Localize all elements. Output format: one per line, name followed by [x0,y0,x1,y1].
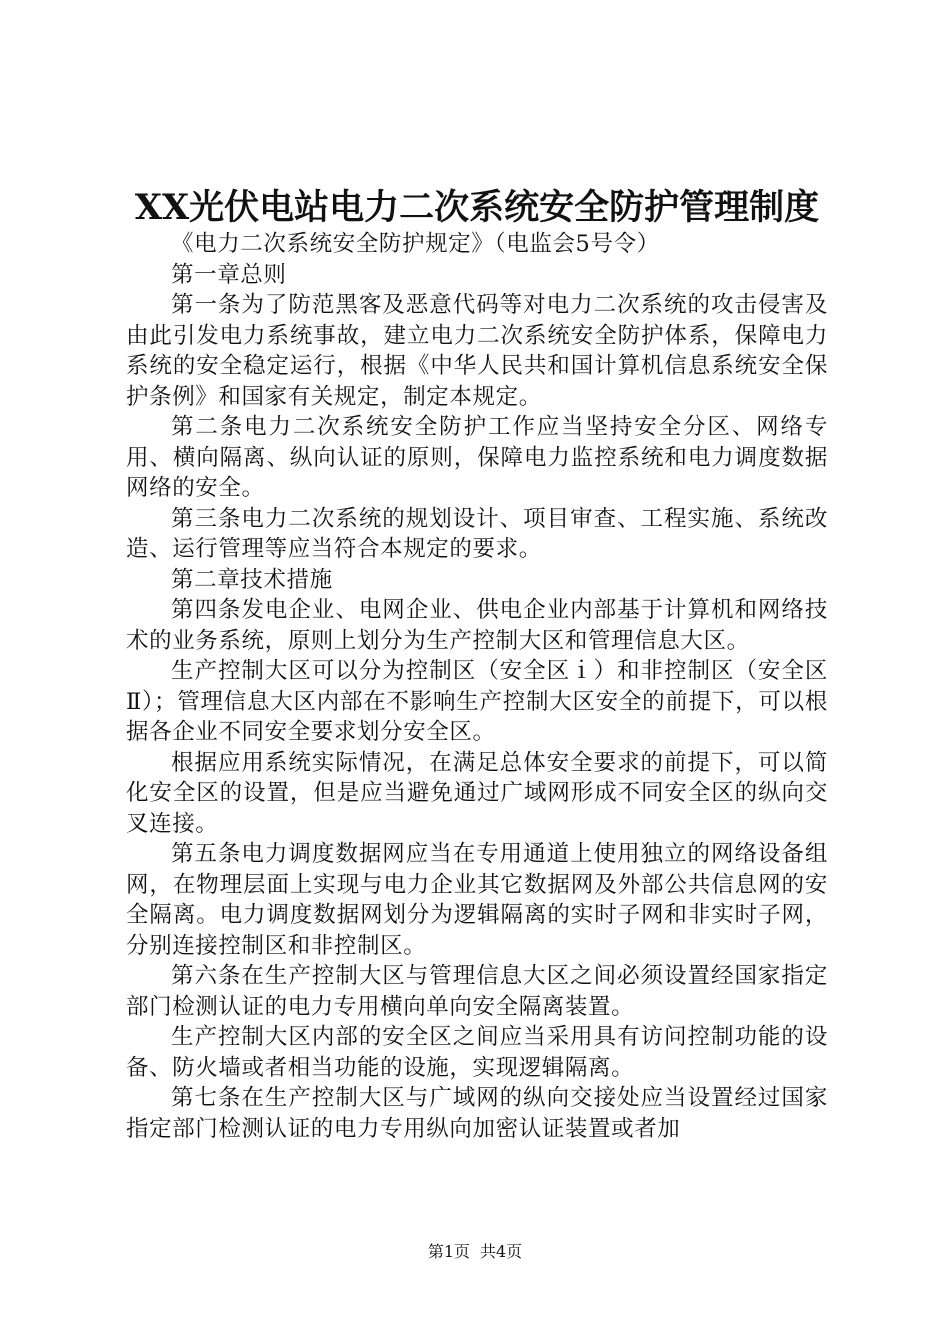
article-paragraph: 根据应用系统实际情况，在满足总体安全要求的前提下，可以简化安全区的设置，但是应当避免通过广域网形成不同安全区的纵向交叉连接。 [126,749,828,837]
article-paragraph: 第五条电力调度数据网应当在专用通道上使用独立的网络设备组网，在物理层面上实现与电力企业其它数据网及外部公共信息网的安全隔离。电力调度数据网划分为逻辑隔离的实时子网和非实时子网，分别连接控制区和非控制区。 [126,841,828,959]
chapter-heading: 第一章总则 [171,261,287,288]
article-paragraph: 第七条在生产控制大区与广域网的纵向交接处应当设置经过国家指定部门检测认证的电力专用纵向加密认证装置或者加 [126,1085,828,1142]
regulation-reference: 《电力二次系统安全防护规定》（电监会5号令） [171,231,660,257]
document-body [126,229,828,1144]
article-paragraph: 第三条电力二次系统的规划设计、项目审查、工程实施、系统改造、运行管理等应当符合本规定的要求。 [126,505,828,562]
page-footer [0,1242,950,1262]
page-total: 共4页 [480,1242,523,1261]
article-paragraph: 生产控制大区可以分为控制区（安全区ｉ）和非控制区（安全区Ⅱ）；管理信息大区内部在不影响生产控制大区安全的前提下，可以根据各企业不同安全要求划分安全区。 [126,658,828,745]
page-number: 第1页 [427,1242,470,1261]
document-title: XX光伏电站电力二次系统安全防护管理制度 [134,187,820,228]
article-paragraph: 生产控制大区内部的安全区之间应当采用具有访问控制功能的设备、防火墙或者相当功能的设施，实现逻辑隔离。 [126,1024,828,1081]
chapter-heading: 第二章技术措施 [171,566,333,593]
article-paragraph: 第二条电力二次系统安全防护工作应当坚持安全分区、网络专用、横向隔离、纵向认证的原则，保障电力监控系统和电力调度数据网络的安全。 [126,414,828,501]
article-paragraph: 第四条发电企业、电网企业、供电企业内部基于计算机和网络技术的业务系统，原则上划分为生产控制大区和管理信息大区。 [126,597,828,654]
article-paragraph: 第六条在生产控制大区与管理信息大区之间必须设置经国家指定部门检测认证的电力专用横向单向安全隔离装置。 [126,963,828,1020]
article-paragraph: 第一条为了防范黑客及恶意代码等对电力二次系统的攻击侵害及由此引发电力系统事故，建立电力二次系统安全防护体系，保障电力系统的安全稳定运行，根据《中华人民共和国计算机信息系统安全保护条例》和国家有关规定，制定本规定。 [126,292,828,410]
